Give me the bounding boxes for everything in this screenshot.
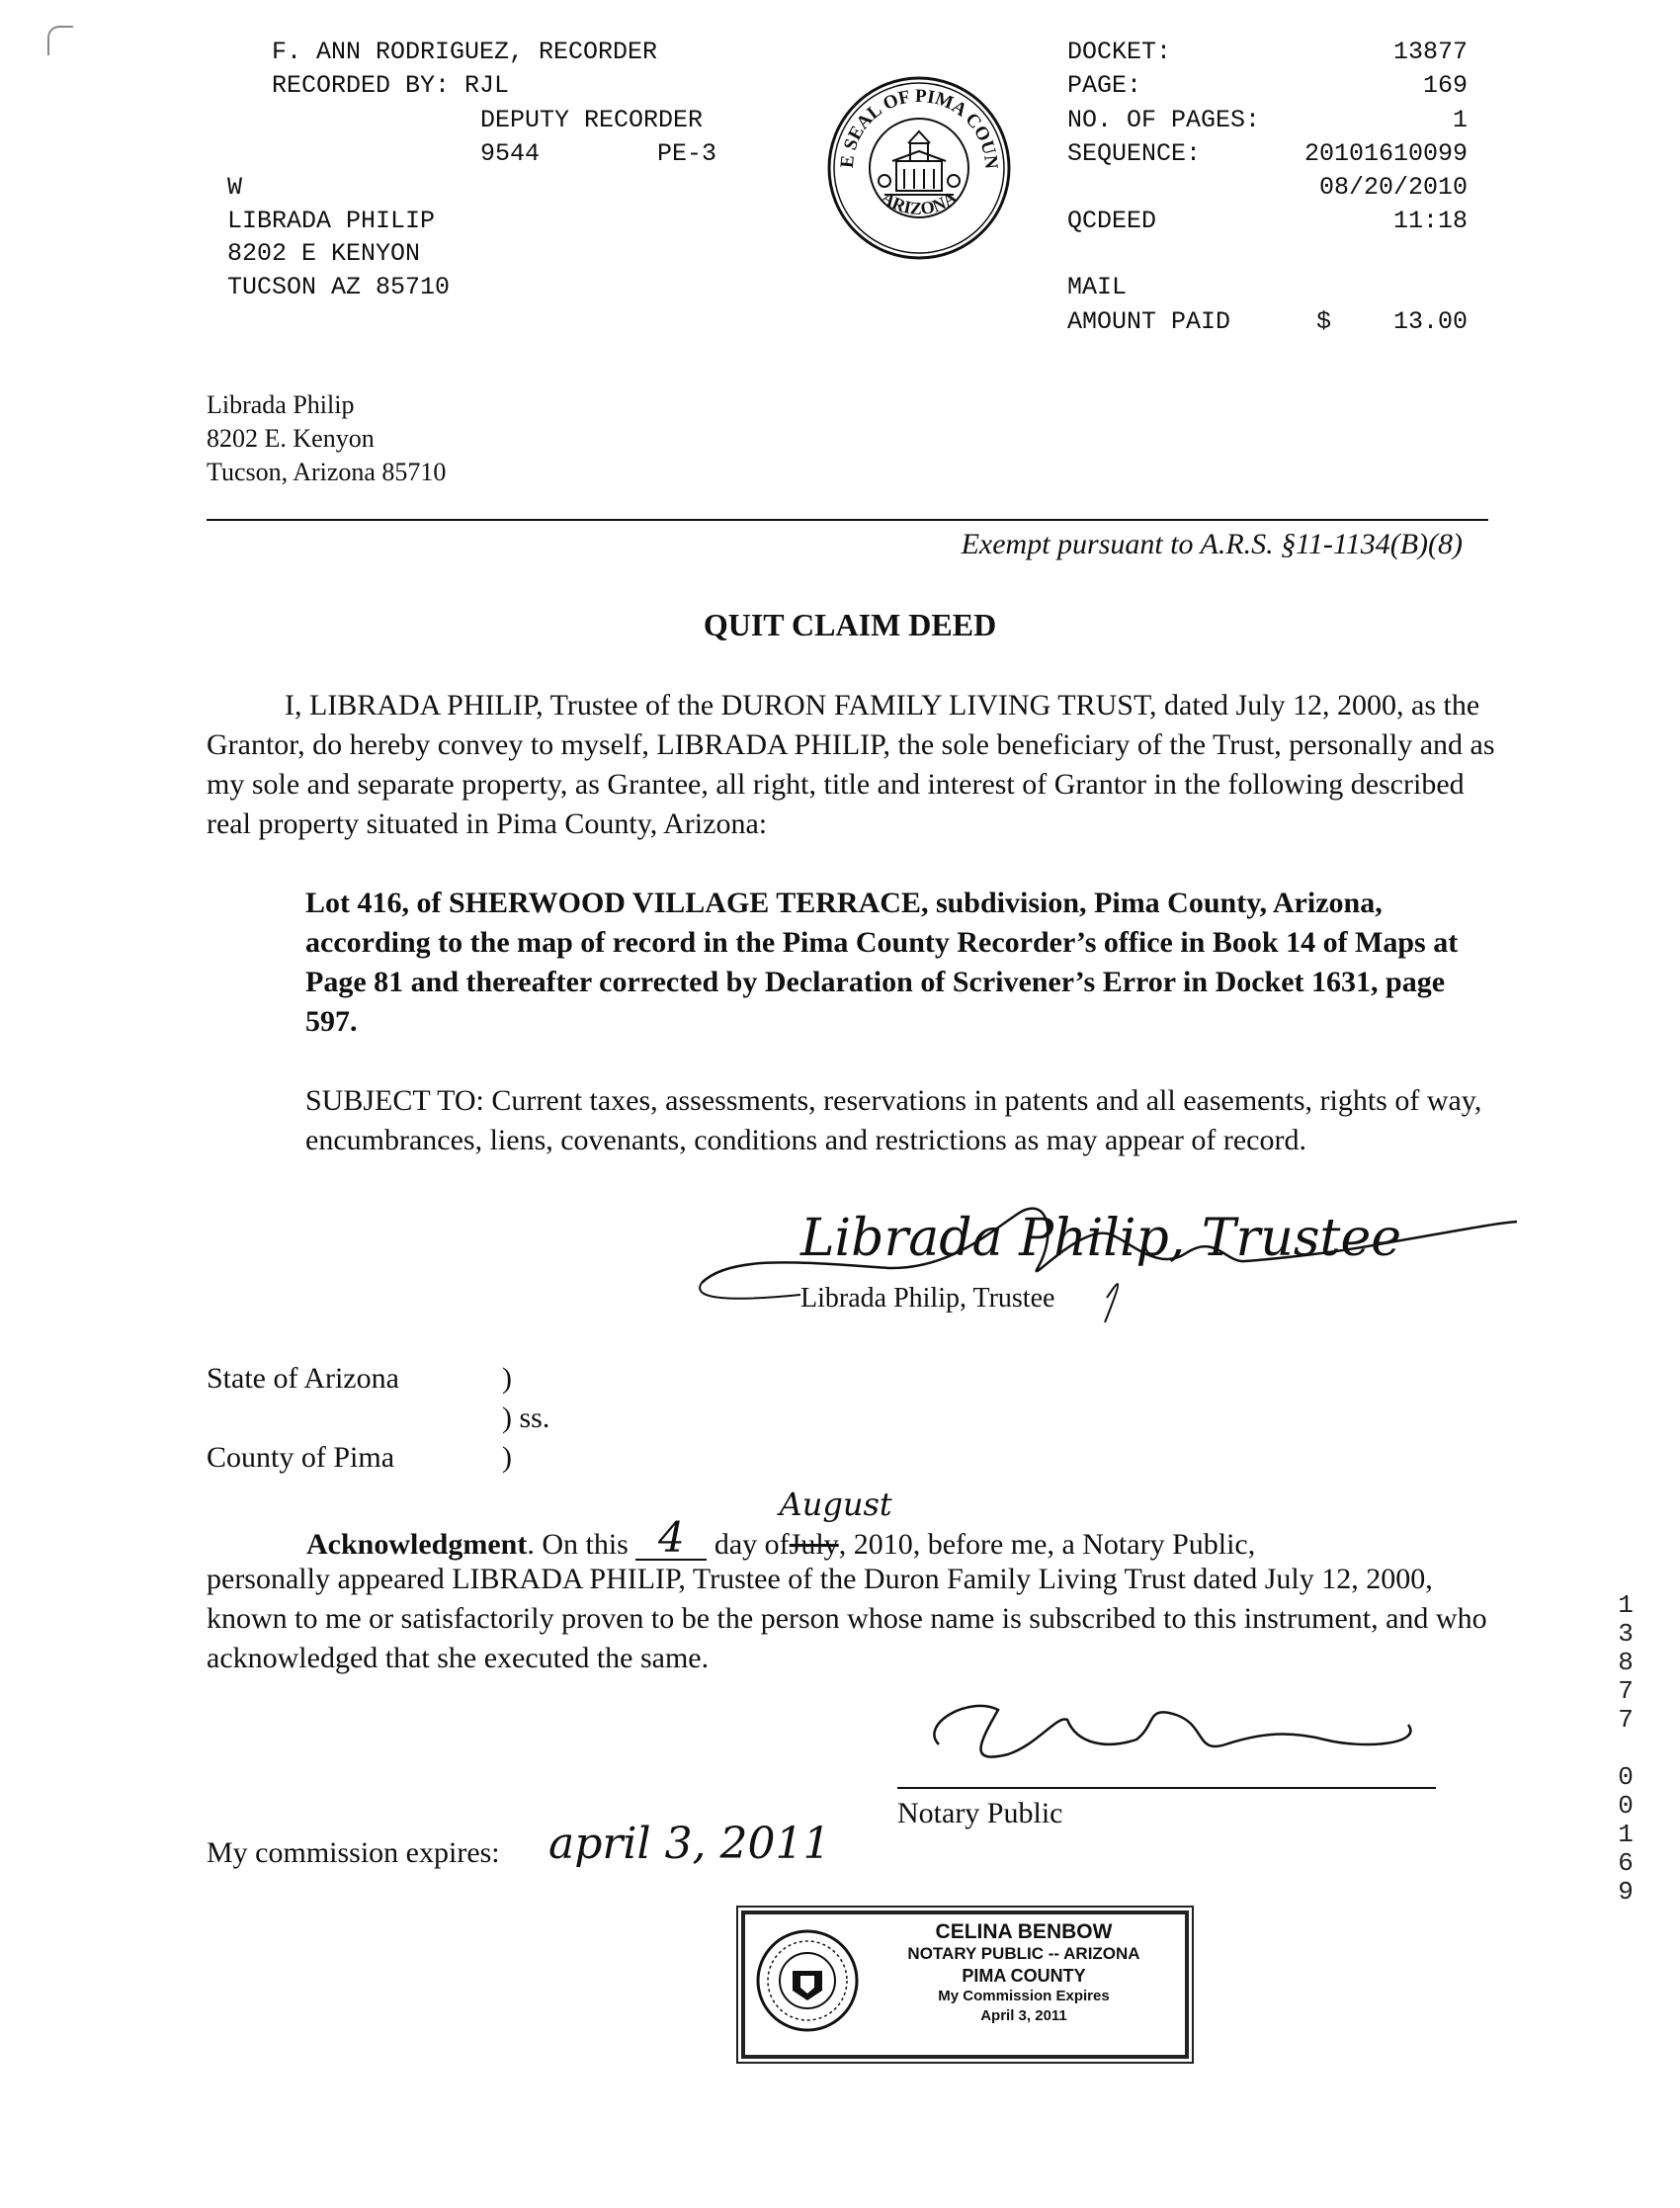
commission-date-handwritten: april 3, 2011 [548,1819,831,1869]
ack-struck-month: July [789,1528,839,1561]
ack-month-handwritten: August [779,1486,892,1523]
subject-to-paragraph: SUBJECT TO: Current taxes, assessments, reservations in patents and all easements, rights of way, encumbrances, liens, covenants, conditions and restrictions as may appear of record. [305,1084,1482,1156]
venue-paren-3: ) [502,1441,512,1474]
ack-day-blank [635,1514,707,1561]
notary-signature [909,1685,1443,1799]
grantor-signature-text: Librada Philip, Trustee [800,1209,1402,1268]
return-address-city: Tucson, Arizona 85710 [207,458,447,486]
venue-state: State of Arizona [207,1362,399,1395]
recorder-code-2: PE-3 [657,139,717,168]
notary-signature-text: Celina Benbow [949,1714,1296,1767]
stamp-expires-label: My Commission Expires [938,1988,1110,2004]
venue-county: County of Pima [207,1441,395,1474]
ack-text-3: , 2010, before me, a Notary Public, [838,1528,1256,1561]
ack-text-1: . On this [527,1528,629,1561]
svg-text:ARIZONA: ARIZONA [878,187,961,219]
notary-signature-line [897,1787,1436,1789]
notary-label: Notary Public [897,1797,1063,1829]
acknowledgment-body: personally appeared LIBRADA PHILIP, Trustee of the Duron Family Living Trust dated July 12, 2000, known to me or satisfactorily proven to be the person whose name is subscribed to this instrument, and who acknowledged that she executed the same. [207,1563,1487,1674]
document-title: QUIT CLAIM DEED [703,607,997,642]
ack-day-handwritten: 4 [657,1513,685,1562]
mail-city: TUCSON AZ 85710 [227,273,451,301]
return-address-street: 8202 E. Kenyon [207,424,375,453]
mail-code: W [227,173,243,202]
mail-name: LIBRADA PHILIP [227,207,436,235]
return-address-name: Librada Philip [207,390,355,419]
venue-paren-1: ) [502,1362,512,1395]
ack-month [779,1486,892,1561]
grantor-signature-label: Librada Philip, Trustee [800,1283,1055,1314]
stamp-expires-date: April 3, 2011 [980,2007,1067,2024]
stamp-name: CELINA BENBOW [935,1920,1113,1943]
recorder-code-1: 9544 [480,139,541,168]
notary-stamp-text [866,1920,1182,2026]
stamp-county: PIMA COUNTY [962,1966,1086,1986]
side-record-number: 1 3 8 7 7 0 0 1 6 9 [1618,1590,1634,1907]
notary-stamp [741,1911,1189,2059]
venue-ss: ) ss. [502,1401,550,1434]
recorded-by: RECORDED BY: RJL [272,71,510,100]
notary-stamp-seal [753,1926,862,2040]
legal-description: Lot 416, of SHERWOOD VILLAGE TERRACE, subdivision, Pima County, Arizona, according to the map of record in the Pima County Recorder’s office in Book 14 of Maps at Page 81 and thereafter corrected by Declaration of Scrivener’s Error in Docket 1631, page 597. [305,887,1459,1038]
header-divider [207,519,1488,521]
recorder-name: F. ANN RODRIGUEZ, RECORDER [272,38,658,66]
commission-label: My commission expires: [207,1836,500,1869]
svg-text:THE SEAL OF PIMA COUNTY: E SEAL OF PIMA COUN [836,85,1002,170]
mail-street: 8202 E KENYON [227,239,421,268]
ack-text-2: day of [714,1528,790,1561]
deputy-recorder: DEPUTY RECORDER [480,106,704,134]
exempt-notice: Exempt pursuant to A.R.S. §11-1134(B)(8) [961,528,1463,560]
stamp-title: NOTARY PUBLIC -- ARIZONA [907,1944,1140,1963]
conveyance-paragraph: I, LIBRADA PHILIP, Trustee of the DURON FAMILY LIVING TRUST, dated July 12, 2000, as the Grantor, do hereby convey to myself, LIBRADA PHILIP, the sole beneficiary of the Trust, personally and as my sole and separate property, as Grantee, all right, title and interest of Grantor in the following described real property situated in Pima County, Arizona: [207,689,1495,840]
county-seal [825,74,1013,267]
corner-mark [47,26,73,55]
acknowledgment-label: Acknowledgment [306,1528,528,1561]
